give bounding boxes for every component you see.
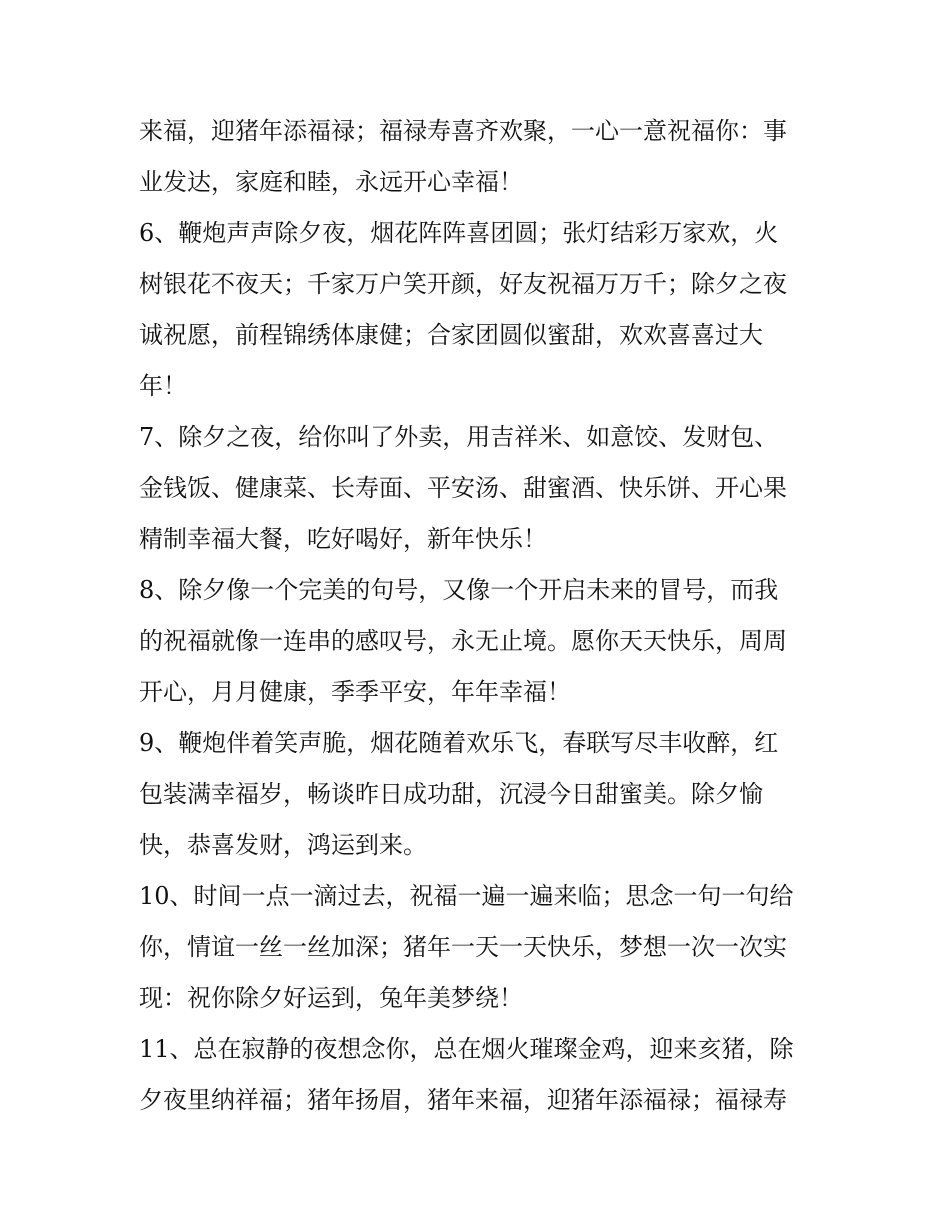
document-body: [139, 106, 819, 1126]
text-line: 金钱饭、健康菜、长寿面、平安汤、甜蜜酒、快乐饼、开心果: [139, 474, 787, 502]
text-line: 精制幸福大餐，吃好喝好，新年快乐！: [139, 525, 547, 553]
text-line: 年！: [139, 372, 187, 400]
text-line: 开心，月月健康，季季平安，年年幸福！: [139, 678, 571, 706]
text-line: 的祝福就像一连串的感叹号，永无止境。愿你天天快乐，周周: [139, 627, 787, 655]
text-line: 包装满幸福岁，畅谈昨日成功甜，沉浸今日甜蜜美。除夕愉: [139, 780, 763, 808]
text-line: 夕夜里纳祥福；猪年扬眉，猪年来福，迎猪年添福禄；福禄寿: [139, 1086, 787, 1114]
text-line: 业发达，家庭和睦，永远开心幸福！: [139, 168, 523, 196]
text-line: 9、鞭炮伴着笑声脆，烟花随着欢乐飞，春联写尽丰收醉，红: [139, 729, 779, 757]
text-line: 现：祝你除夕好运到，兔年美梦绕！: [139, 984, 523, 1012]
text-line: 你，情谊一丝一丝加深；猪年一天一天快乐，梦想一次一次实: [139, 933, 787, 961]
text-line: 7、除夕之夜，给你叫了外卖，用吉祥米、如意饺、发财包、: [139, 423, 779, 451]
text-line: 树银花不夜天；千家万户笑开颜，好友祝福万万千；除夕之夜: [139, 270, 787, 298]
text-line: 11、总在寂静的夜想念你，总在烟火璀璨金鸡，迎来亥猪，除: [139, 1035, 794, 1063]
text-line: 10、时间一点一滴过去，祝福一遍一遍来临；思念一句一句给: [139, 882, 794, 910]
text-line: 6、鞭炮声声除夕夜，烟花阵阵喜团圆；张灯结彩万家欢，火: [139, 219, 779, 247]
text-line: 诚祝愿，前程锦绣体康健；合家团圆似蜜甜，欢欢喜喜过大: [139, 321, 763, 349]
text-line: 8、除夕像一个完美的句号，又像一个开启未来的冒号，而我: [139, 576, 779, 604]
text-line: 快，恭喜发财，鸿运到来。: [139, 831, 427, 859]
text-line: 来福，迎猪年添福禄；福禄寿喜齐欢聚，一心一意祝福你：事: [139, 117, 787, 145]
